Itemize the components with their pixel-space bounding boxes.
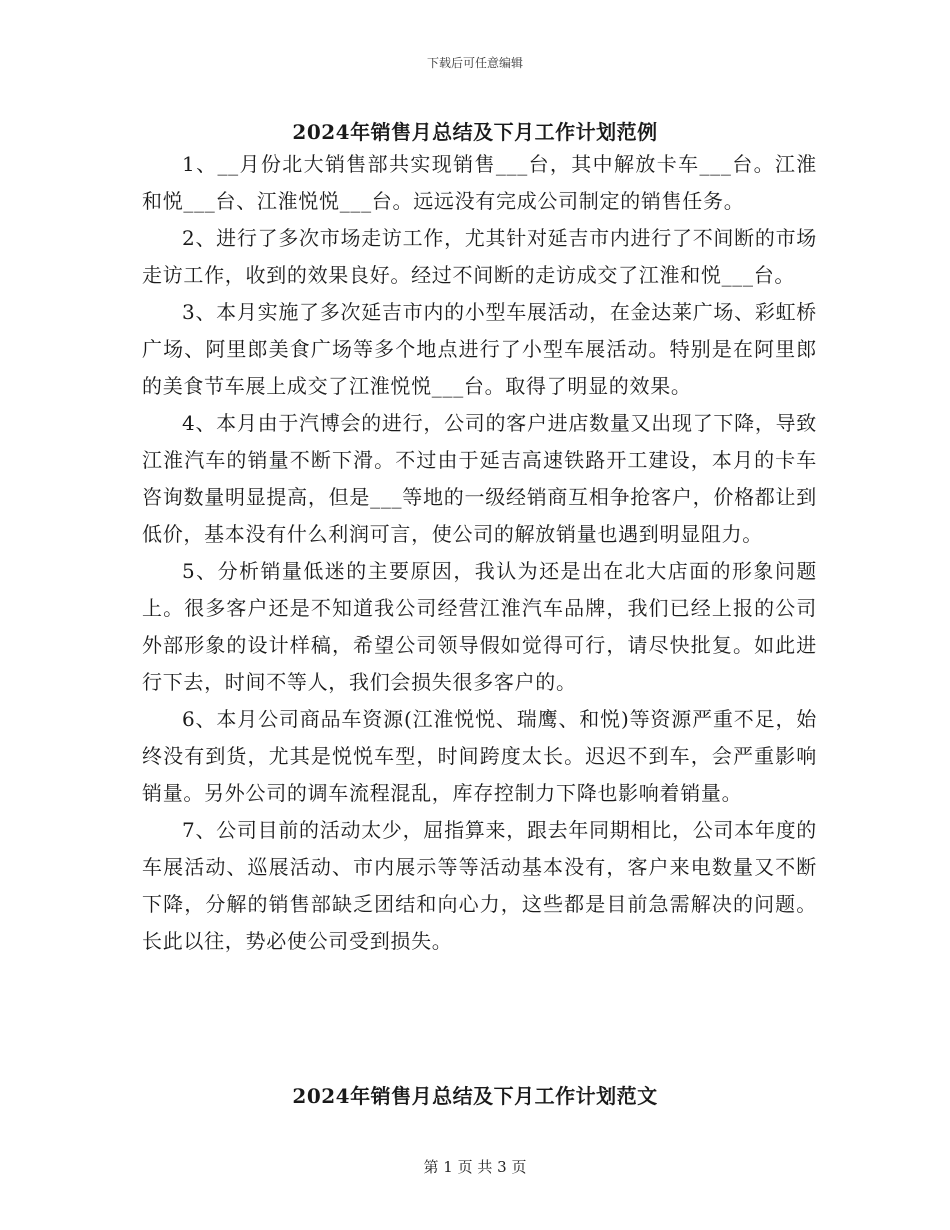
paragraph-3: 3、本月实施了多次延吉市内的小型车展活动，在金达莱广场、彩虹桥广场、阿里郎美食广场等多个地点进行了小型车展活动。特别是在阿里郎的美食节车展上成交了江淮悦悦___台。取得了明显的效果。 [142, 300, 817, 398]
paragraph-4: 4、本月由于汽博会的进行，公司的客户进店数量又出现了下降，导致江淮汽车的销量不断下滑。不过由于延吉高速铁路开工建设，本月的卡车咨询数量明显提高，但是___等地的一级经销商互相争抢客户，价格都让到低价，基本没有什么利润可言，使公司的解放销量也遇到明显阻力。 [142, 411, 817, 546]
page-footer: 第 1 页 共 3 页 [423, 1158, 527, 1176]
document-body [142, 146, 817, 960]
document-title: 2024年销售月总结及下月工作计划范例 [292, 120, 658, 144]
paragraph-5: 5、分析销量低迷的主要原因，我认为还是出在北大店面的形象问题上。很多客户还是不知道我公司经营江淮汽车品牌，我们已经上报的公司外部形象的设计样稿，希望公司领导假如觉得可行，请尽快批复。如此进行下去，时间不等人，我们会损失很多客户的。 [142, 559, 817, 694]
paragraph-2: 2、进行了多次市场走访工作，尤其针对延吉市内进行了不间断的市场走访工作，收到的效果良好。经过不间断的走访成交了江淮和悦___台。 [142, 226, 817, 287]
header-note: 下载后可任意编辑 [426, 56, 523, 70]
paragraph-1: 1、__月份北大销售部共实现销售___台，其中解放卡车___台。江淮和悦___台、江淮悦悦___台。远远没有完成公司制定的销售任务。 [142, 152, 817, 213]
paragraph-6: 6、本月公司商品车资源(江淮悦悦、瑞鹰、和悦)等资源严重不足，始终没有到货，尤其是悦悦车型，时间跨度太长。迟迟不到车，会严重影响销量。另外公司的调车流程混乱，库存控制力下降也影响着销量。 [142, 707, 817, 805]
second-document-title: 2024年销售月总结及下月工作计划范文 [292, 1084, 658, 1108]
paragraph-7: 7、公司目前的活动太少，屈指算来，跟去年同期相比，公司本年度的车展活动、巡展活动、市内展示等等活动基本没有，客户来电数量又不断下降，分解的销售部缺乏团结和向心力，这些都是目前急需解决的问题。长此以往，势必使公司受到损失。 [142, 818, 817, 953]
